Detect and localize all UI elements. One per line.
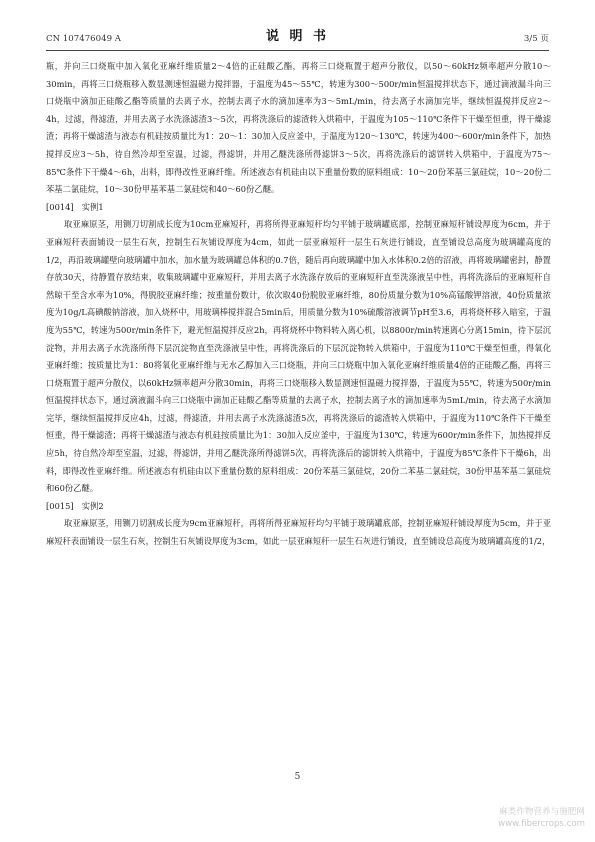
- document-body: [46, 58, 551, 551]
- section-heading-0014: [46, 199, 551, 217]
- doc-title: 说 明 书: [265, 29, 330, 44]
- site-watermark: [498, 806, 585, 830]
- watermark-url: www.fibercrops.com: [498, 819, 585, 829]
- section-title: 实例2: [81, 500, 104, 511]
- page-indicator: 3/5 页: [523, 34, 549, 44]
- example1-paragraph: 取亚麻原茎，用铡刀切割成长度为10cm亚麻短秆，再将所得亚麻短秆均匀平铺于玻璃罐底部，控制亚麻短秆铺设厚度为6cm，并于亚麻短秆表面铺设一层生石灰，控制生石灰铺设厚度为4cm，如此一层亚麻短秆一层生石灰进行铺设，直至铺设总高度为玻璃罐高度的1/2，再沿玻璃罐壁向玻璃罐中加水，加水量为玻璃罐总体积的0.7倍，随后再向玻璃罐中加入水体积0.2倍的沼液，再将玻璃罐密封，静置存放30天，待静置存放结束，收集玻璃罐中亚麻短秆，并用去离子水洗涤存放后的亚麻短秆直至洗涤液呈中性，再将洗涤后的亚麻短秆自然晾干至含水率为10%，得脱胶亚麻纤维；按重量份数计，依次取40份脱胶亚麻纤维，80份质量分数为10%高锰酸钾溶液，40份质量浓度为10g/L高碘酸钠溶液，加入烧杯中，用玻璃棒搅拌混合5min后，用质量分数为10%硫酸溶液调节pH至3.6，再将烧杯移入暗室，于温度为55℃，转速为500r/min条件下，避光恒温搅拌反应2h，再将烧杯中物料转入离心机，以8800r/min转速离心分离15min，待下层沉淀物，并用去离子水洗涤所得下层沉淀物直至洗涤液呈中性，再将洗涤后的下层沉淀物转入烘箱中，于温度为110℃干燥至恒重，得氧化亚麻纤维；按质量比为1：80将氧化亚麻纤维与无水乙醇加入三口烧瓶，并向三口烧瓶中加入氧化亚麻纤维质量4倍的正硅酸乙酯，再将三口烧瓶置于超声分散仪，以60kHz频率超声分散30min，再将三口烧瓶移入数显测速恒温磁力搅拌器，于温度为55℃，转速为500r/min恒温搅拌状态下，通过滴液漏斗向三口烧瓶中滴加正硅酸乙酯等质量的去离子水，控制去离子水的滴加速率为5mL/min，待去离子水滴加完毕，继续恒温搅拌反应4h，过滤，得滤渣，并用去离子水洗涤滤渣5次，再将洗涤后的滤渣转入烘箱中，于温度为110℃条件下干燥至恒重，得干燥滤渣；再将干燥滤渣与液态有机硅按质量比为1：30加入反应釜中，于温度为130℃，转速为600r/min条件下，加热搅拌反应5h，待自然冷却至室温，过滤，得滤饼，并用乙醚洗涤所得滤饼5次，再将洗涤后的滤饼转入烘箱中，于温度为85℃条件下干燥6h，出料，即得改性亚麻纤维。所述液态有机硅由以下重量份数的原料组成：20份苯基三氯硅烷，20份二苯基二氯硅烷，30份甲基苯基二氯硅烷和60份乙醚。: [46, 219, 551, 494]
- page-number: 5: [294, 772, 301, 782]
- doc-number: CN 107476049 A: [46, 34, 121, 44]
- section-title: 实例1: [81, 201, 104, 212]
- intro-paragraph: 瓶，并向三口烧瓶中加入氧化亚麻纤维质量2～4倍的正硅酸乙酯，再将三口烧瓶置于超声分散仪，以50～60kHz频率超声分散10～30min，再将三口烧瓶移入数显测速恒温磁力搅拌器，于温度为45～55℃，转速为300～500r/min恒温搅拌状态下，通过滴液漏斗向三口烧瓶中滴加正硅酸乙酯等质量的去离子水，控制去离子水的滴加速率为3～5mL/min，待去离子水滴加完毕，继续恒温搅拌反应2～4h，过滤，得滤渣，并用去离子水洗涤滤渣3～5次，再将洗涤后的滤渣转入烘箱中，于温度为105～110℃条件下干燥至恒重，得干燥滤渣；再将干燥滤渣与液态有机硅按质量比为1：20～1：30加入反应釜中，于温度为120～130℃，转速为400～600r/min条件下，加热搅拌反应3～5h，待自然冷却至室温，过滤，得滤饼，并用乙醚洗涤所得滤饼3～5次，再将洗涤后的滤饼转入烘箱中，于温度为75～85℃条件下干燥4～6h，出料，即得改性亚麻纤维。所述液态有机硅由以下重量份数的原料组成：10～20份苯基三氯硅烷，10～20份二苯基二氯硅烷，10～30份甲基苯基二氯硅烷和40～60份乙醚。: [46, 61, 551, 195]
- watermark-title: 麻类作物营养与施肥网: [499, 807, 585, 817]
- example2-paragraph: 取亚麻原茎，用铡刀切割成长度为9cm亚麻短秆，再将所得亚麻短秆均匀平铺于玻璃罐底部，控制亚麻短秆铺设厚度为5cm，并于亚麻短秆表面铺设一层生石灰，控制生石灰铺设厚度为3cm，如此一层亚麻短秆一层生石灰进行铺设，直至铺设总高度为玻璃罐高度的1/2，: [46, 518, 551, 547]
- section-heading-0015: [46, 498, 551, 516]
- section-number: [0015]: [46, 500, 74, 511]
- section-number: [0014]: [46, 201, 74, 212]
- page-header: [46, 30, 549, 48]
- header-divider: [46, 50, 549, 51]
